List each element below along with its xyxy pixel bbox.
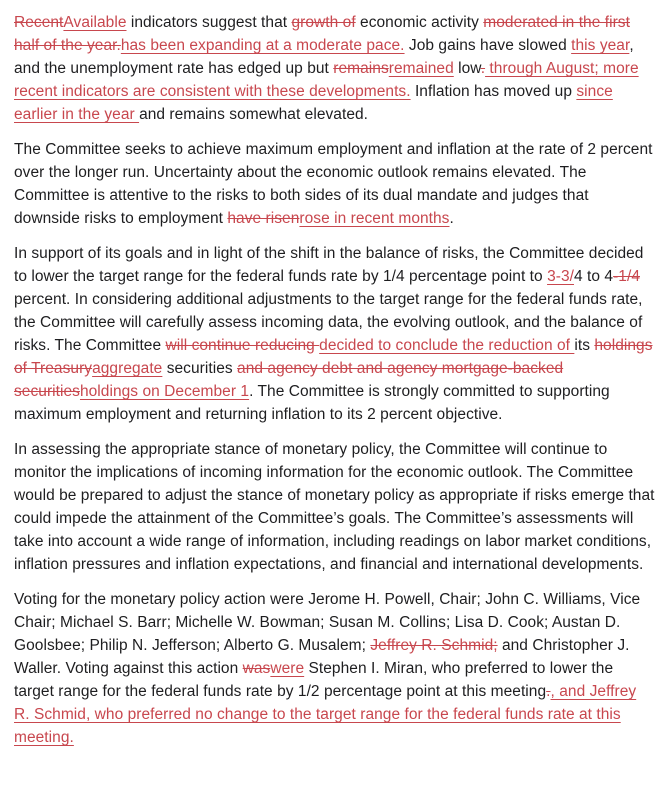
inserted-text: rose in recent months <box>299 210 450 227</box>
inserted-text: this year <box>571 37 630 54</box>
deleted-text: moderated in the first half of the year. <box>14 14 630 54</box>
deleted-text: Jeffrey R. Schmid; <box>370 637 498 654</box>
deleted-text: growth of <box>291 14 356 31</box>
body-text: Job gains have slowed <box>404 37 572 54</box>
inserted-text: holdings on December 1 <box>79 383 250 400</box>
body-text: 4 to 4 <box>573 268 614 285</box>
body-text: Stephen I. Miran, who preferred to lower the target range for the federal funds rate by 1/2 percentage point at this meeting <box>14 660 614 700</box>
body-text: and remains somewhat elevated. <box>139 106 369 123</box>
body-text: The Committee seeks to achieve maximum employment and inflation at the rate of 2 percent over the longer run. Uncertainty about the economic outlook remains elevated. The Committee is attentive to the risks to both sides of its dual mandate and judges that downside risks to employment <box>14 141 653 227</box>
body-text: In assessing the appropriate stance of monetary policy, the Committee will continue to monitor the implications of incoming information for the economic outlook. The Committee would be prepared to adjust the stance of monetary policy as appropriate if risks emerge that could impede the attainment of the Committee’s goals. The Committee’s assessments will take into account a wide range of information, including readings on labor market conditions, inflation pressures and inflation expectations, and financial and international developments. <box>14 441 655 573</box>
document-body <box>14 11 656 749</box>
deleted-text: will continue reducing <box>165 337 320 354</box>
deleted-text: remains <box>333 60 389 77</box>
body-text: securities <box>162 360 238 377</box>
body-text: . The Committee is strongly committed to supporting maximum employment and returning inflation to its 2 percent objective. <box>14 383 610 423</box>
paragraph <box>14 438 656 576</box>
body-text: its <box>574 337 595 354</box>
inserted-text: decided to conclude the reduction of <box>319 337 575 354</box>
inserted-text: through August; more recent indicators are consistent with these developments. <box>14 60 639 100</box>
body-text: and Christopher J. Waller. Voting against this action <box>14 637 630 677</box>
body-text: In support of its goals and in light of the shift in the balance of risks, the Committee decided to lower the target range for the federal funds rate by 1/4 percentage point to <box>14 245 644 285</box>
body-text: , and the unemployment rate has edged up but <box>14 37 634 77</box>
body-text: percent. In considering additional adjustments to the target range for the federal funds rate, the Committee will carefully assess incoming data, the evolving outlook, and the balance of risks. The Committee <box>14 291 643 354</box>
paragraph <box>14 11 656 126</box>
inserted-text: were <box>270 660 305 677</box>
inserted-text: 3-3/ <box>547 268 574 285</box>
body-text: economic activity <box>355 14 484 31</box>
body-text: Voting for the monetary policy action were Jerome H. Powell, Chair; John C. Williams, Vice Chair; Michael S. Barr; Michelle W. Bowman; Susan M. Collins; Lisa D. Cook; Austan D. Goolsbee; Philip N. Jefferson; Alberto G. Musalem; <box>14 591 641 654</box>
inserted-text: , and Jeffrey R. Schmid, who preferred no change to the target range for the federal funds rate at this meeting. <box>14 683 637 746</box>
paragraph <box>14 138 656 230</box>
deleted-text: have risen <box>227 210 300 227</box>
deleted-text: holdings of Treasury <box>14 337 653 377</box>
body-text: . <box>449 210 454 227</box>
paragraph <box>14 588 656 749</box>
paragraph <box>14 242 656 426</box>
inserted-text: remained <box>388 60 454 77</box>
deleted-text: Recent <box>14 14 64 31</box>
deleted-text: . <box>480 60 486 77</box>
body-text: Inflation has moved up <box>410 83 577 100</box>
deleted-text: and agency debt and agency mortgage-backed securities <box>14 360 564 400</box>
inserted-text: Available <box>63 14 127 31</box>
deleted-text: was <box>242 660 271 677</box>
deleted-text: -1/4 <box>613 268 640 285</box>
inserted-text: has been expanding at a moderate pace. <box>120 37 405 54</box>
body-text: indicators suggest that <box>126 14 292 31</box>
deleted-text: . <box>546 683 551 700</box>
inserted-text: aggregate <box>92 360 163 377</box>
body-text: low <box>453 60 481 77</box>
inserted-text: since earlier in the year <box>14 83 613 123</box>
